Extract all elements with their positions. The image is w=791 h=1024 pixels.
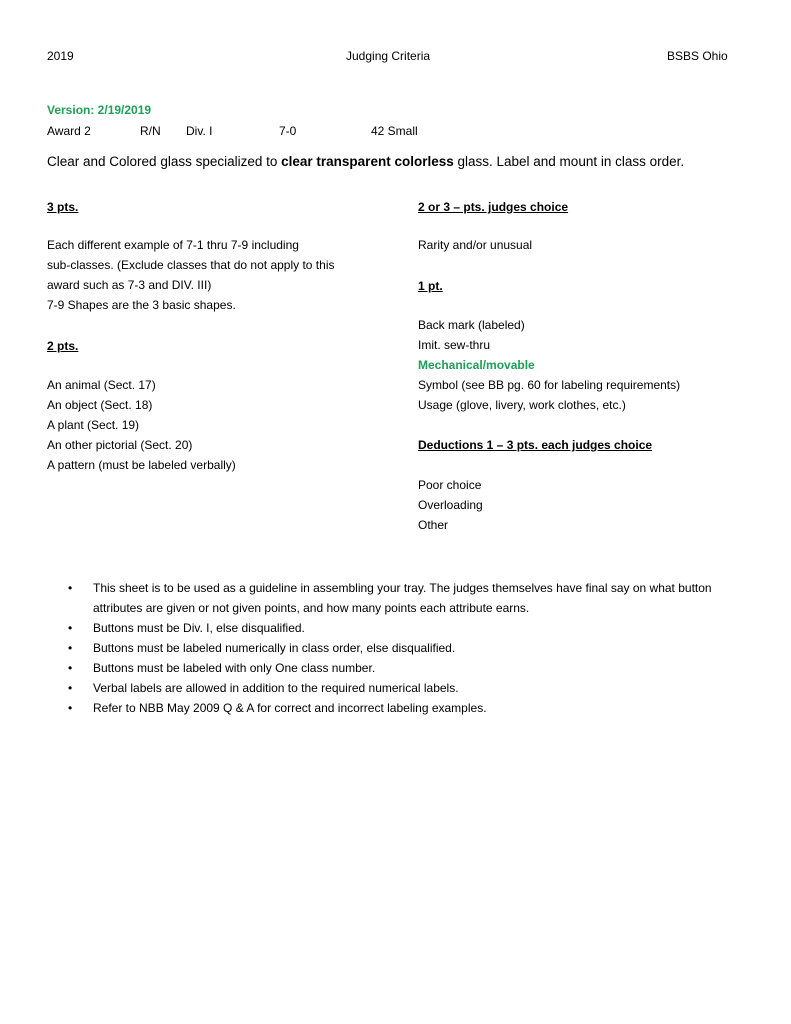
intro-text-end: glass. Label and mount in class order. (453, 154, 685, 169)
note-item (68, 638, 748, 658)
two-pts-line: An other pictorial (Sect. 20) (47, 438, 193, 452)
deductions-heading: Deductions 1 – 3 pts. each judges choice (418, 438, 653, 452)
bullet-icon: • (68, 621, 73, 635)
one-pt-highlight-line: Mechanical/movable (418, 358, 535, 372)
note-item (68, 578, 748, 618)
one-pt-line: Back mark (labeled) (418, 318, 525, 332)
award-size: 42 Small (371, 124, 418, 138)
intro-text-start: Clear and Colored glass specialized to (47, 154, 282, 169)
note-text: Refer to NBB May 2009 Q & A for correct and incorrect labeling examples. (93, 701, 487, 715)
bullet-icon: • (68, 701, 73, 715)
bullet-icon: • (68, 641, 73, 655)
deductions-line: Other (418, 518, 449, 532)
note-text: Buttons must be labeled numerically in class order, else disqualified. (93, 641, 456, 655)
bullet-icon: • (68, 581, 73, 595)
version-label: Version: 2/19/2019 (47, 103, 152, 117)
one-pt-heading: 1 pt. (418, 279, 443, 293)
note-item (68, 618, 748, 638)
two-pts-line: A plant (Sect. 19) (47, 418, 140, 432)
award-division: Div. I (186, 124, 213, 138)
one-pt-line: Usage (glove, livery, work clothes, etc.) (418, 398, 626, 412)
three-pts-line: award such as 7-3 and DIV. III) (47, 278, 212, 292)
two-pts-line: An animal (Sect. 17) (47, 378, 156, 392)
note-item (68, 658, 748, 678)
two-pts-heading: 2 pts. (47, 339, 79, 353)
award-rn: R/N (140, 124, 161, 138)
header-year: 2019 (47, 49, 74, 63)
award-class: 7-0 (279, 124, 297, 138)
three-pts-heading: 3 pts. (47, 200, 79, 214)
deductions-line: Poor choice (418, 478, 482, 492)
header-organization: BSBS Ohio (667, 49, 728, 63)
deductions-line: Overloading (418, 498, 483, 512)
note-item (68, 678, 748, 698)
award-number: Award 2 (47, 124, 91, 138)
note-text: Buttons must be Div. I, else disqualified. (93, 621, 305, 635)
one-pt-line: Symbol (see BB pg. 60 for labeling requirements) (418, 378, 681, 392)
header-title: Judging Criteria (346, 49, 431, 63)
two-pts-line: A pattern (must be labeled verbally) (47, 458, 236, 472)
intro-paragraph (47, 154, 684, 169)
note-text: This sheet is to be used as a guideline in assembling your tray. The judges themselves have final say on what button attributes are given or not given points, and how many points each attribute earns. (93, 581, 712, 615)
note-text: Verbal labels are allowed in addition to the required numerical labels. (93, 681, 459, 695)
judges-choice-line: Rarity and/or unusual (418, 238, 533, 252)
three-pts-line: sub-classes. (Exclude classes that do not apply to this (47, 258, 335, 272)
intro-text-bold: clear transparent colorless (281, 154, 454, 169)
one-pt-line: Imit. sew-thru (418, 338, 491, 352)
notes-list (68, 578, 748, 718)
two-pts-line: An object (Sect. 18) (47, 398, 153, 412)
note-item (68, 698, 748, 718)
three-pts-line: Each different example of 7-1 thru 7-9 including (47, 238, 299, 252)
note-text: Buttons must be labeled with only One class number. (93, 661, 376, 675)
three-pts-line: 7-9 Shapes are the 3 basic shapes. (47, 298, 236, 312)
bullet-icon: • (68, 681, 73, 695)
bullet-icon: • (68, 661, 73, 675)
judges-choice-heading: 2 or 3 – pts. judges choice (418, 200, 569, 214)
